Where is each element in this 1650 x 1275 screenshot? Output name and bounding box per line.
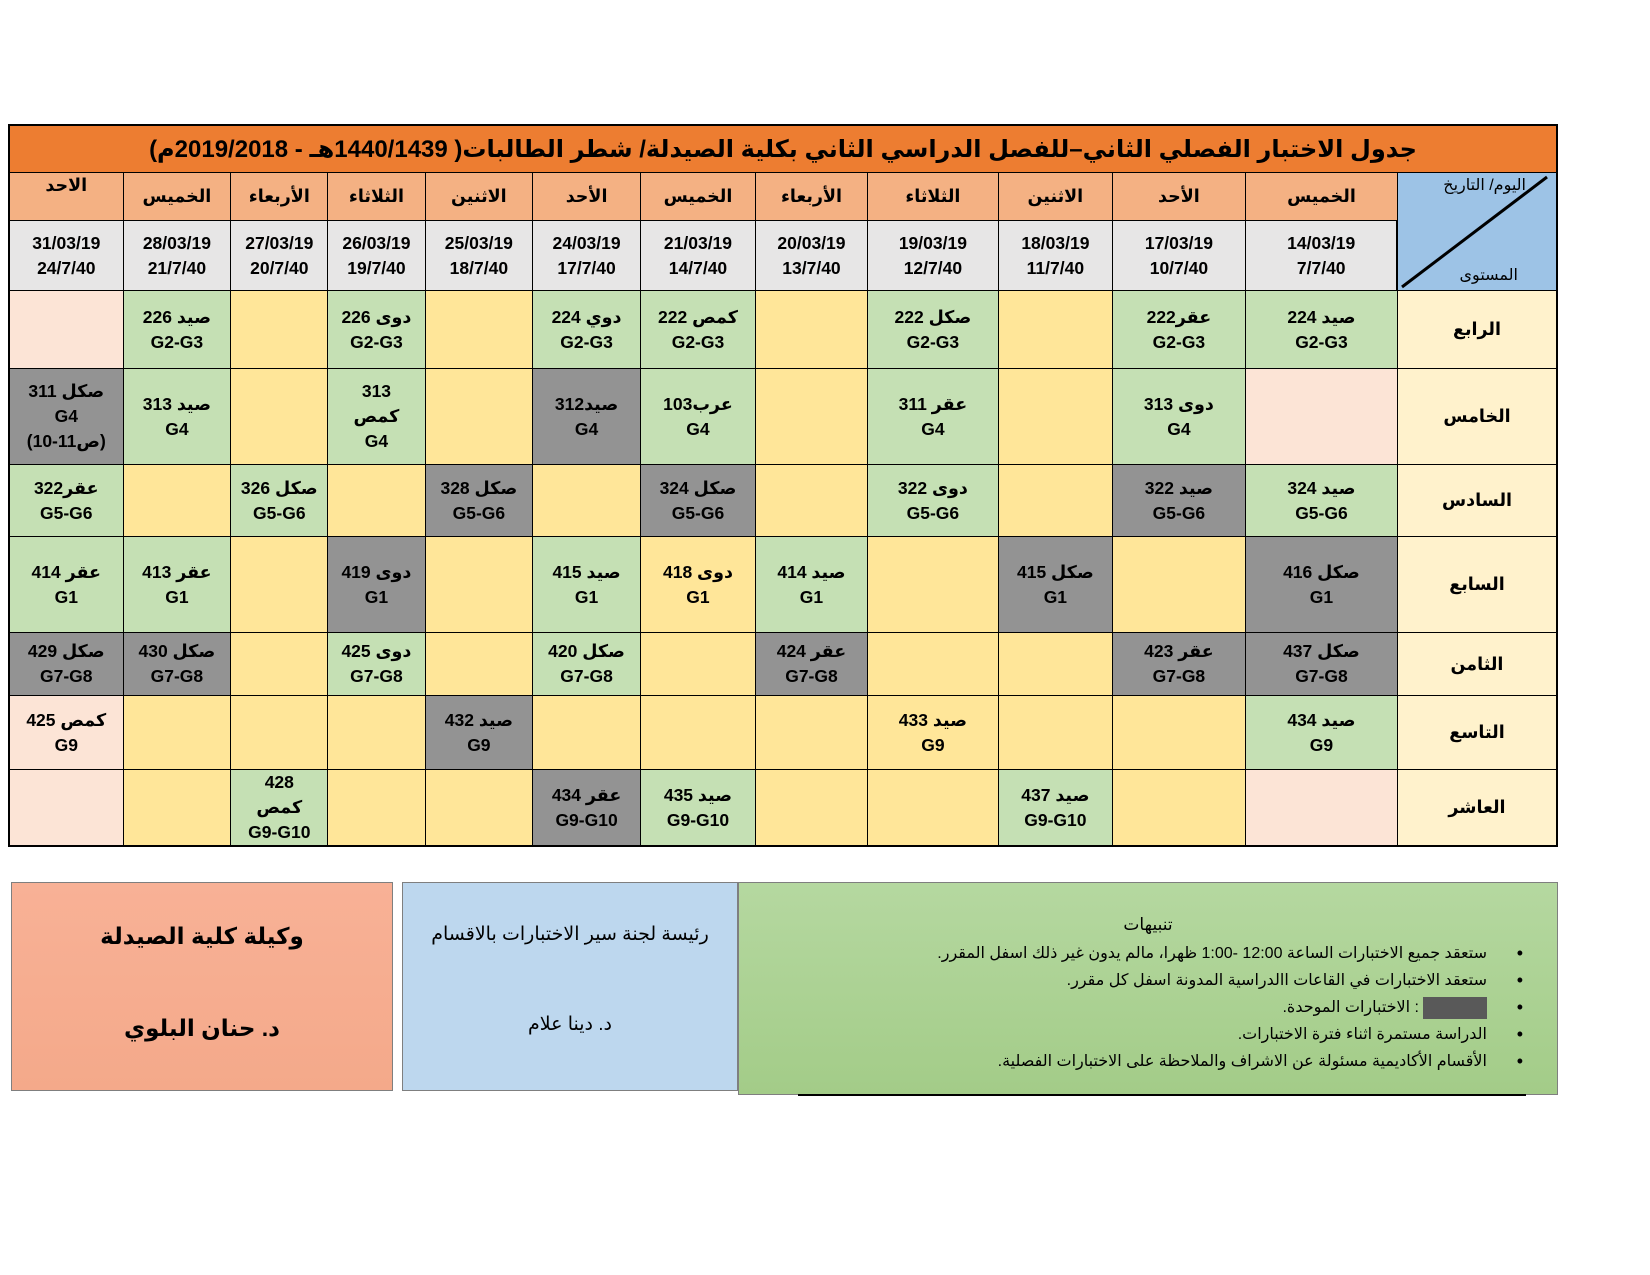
exam-course: 313 صيد (142, 393, 211, 414)
exam-group: G7-G8 (785, 666, 838, 686)
exam-course: 313 (361, 381, 392, 401)
exam-cell (533, 770, 641, 847)
hijri-date: 7/7/40 (1296, 257, 1346, 278)
exam-course: 322 دوى (897, 477, 968, 498)
empty-cell (756, 770, 868, 847)
exam-course: 222عقر (1146, 306, 1212, 327)
empty-cell (998, 369, 1112, 465)
exam-cell (867, 369, 998, 465)
exam-group: G9-G10 (248, 822, 311, 842)
exam-cell (533, 369, 641, 465)
exam-cell (756, 537, 868, 633)
exam-cell (328, 369, 425, 465)
exam-cell (1245, 696, 1397, 770)
empty-cell (867, 537, 998, 633)
gregorian-date: 25/03/19 (444, 232, 513, 253)
exam-course: 437 صيد (1021, 784, 1090, 805)
empty-cell (533, 696, 641, 770)
exam-group: G5-G6 (452, 502, 506, 523)
corner-day-label: اليوم/ التاريخ (1443, 177, 1526, 194)
level-label: السادس (1397, 465, 1557, 537)
exam-course: 434 عقر (551, 784, 622, 805)
committee-signature-box (402, 882, 738, 1091)
exam-group: G7-G8 (40, 666, 93, 686)
gregorian-date: 14/03/19 (1287, 232, 1356, 253)
note-item: الدراسة مستمرة اثناء فترة الاختبارات. • (937, 1021, 1487, 1048)
day-header: الأربعاء (756, 173, 868, 221)
exam-group: G1 (54, 586, 78, 607)
note-item: ستعقد الاختبارات في القاعات االدراسية المدونة اسفل كل مقرر. • (937, 967, 1487, 994)
exam-group: G2-G3 (350, 331, 403, 352)
day-header: الاثنين (998, 173, 1112, 221)
exam-course: 226 صيد (142, 306, 211, 327)
exam-course: كمص (256, 797, 303, 817)
exam-group: G1 (1043, 586, 1068, 607)
empty-cell (231, 291, 328, 369)
exam-group: G5-G6 (1295, 502, 1348, 523)
level-row (9, 633, 1557, 696)
exam-cell (328, 537, 425, 633)
exam-course: 419 دوى (341, 561, 412, 582)
exam-group: G4 (686, 418, 710, 439)
exam-course: 312صيد (554, 393, 619, 414)
exam-group: G2-G3 (1152, 331, 1206, 352)
date-header (640, 221, 755, 291)
level-label: الخامس (1397, 369, 1557, 465)
empty-cell (867, 633, 998, 696)
exam-course: 322 صيد (1144, 477, 1214, 498)
empty-cell (231, 369, 328, 465)
exam-group: G1 (364, 586, 389, 607)
date-header (328, 221, 425, 291)
exam-cell (1245, 291, 1397, 369)
empty-cell (231, 633, 328, 696)
exam-course: 311 عقر (898, 393, 968, 414)
empty-cell (425, 770, 533, 847)
exam-group: G2-G3 (150, 331, 204, 352)
committee-title: رئيسة لجنة سير الاختبارات بالاقسام (431, 924, 709, 945)
divider (798, 1094, 1526, 1096)
exam-group: G4 (921, 418, 945, 439)
exam-course: 311 صكل (28, 381, 105, 401)
date-header (998, 221, 1112, 291)
exam-course: 222 صكل (894, 306, 972, 327)
exam-course: 424 عقر (776, 641, 847, 661)
empty-cell (998, 633, 1112, 696)
exam-course: 328 صكل (440, 477, 518, 498)
notes-list (937, 940, 1487, 1075)
exam-course: صيد 433 (898, 709, 968, 730)
exam-cell (9, 537, 123, 633)
exam-group: G9-G10 (666, 809, 730, 830)
exam-cell (1245, 465, 1397, 537)
exam-cell (998, 770, 1112, 847)
unified-exam-swatch (1423, 997, 1487, 1019)
empty-cell (9, 291, 123, 369)
date-header (533, 221, 641, 291)
level-row (9, 770, 1557, 847)
exam-group: G9 (54, 734, 78, 755)
exam-cell (231, 465, 328, 537)
exam-cell (640, 770, 755, 847)
gregorian-date: 28/03/19 (142, 232, 211, 253)
exam-course: 425 كمص (26, 709, 107, 730)
level-row (9, 696, 1557, 770)
level-row (9, 291, 1557, 369)
exam-group: G2-G3 (671, 331, 725, 352)
exam-course: 415 صيد (552, 561, 621, 582)
date-header (1245, 221, 1397, 291)
exam-group: G7-G8 (150, 666, 204, 686)
schedule-table (8, 172, 1558, 847)
exam-cell (1245, 633, 1397, 696)
date-header (9, 221, 123, 291)
exam-course: 414 عقر (31, 561, 102, 582)
exam-course: 224 صيد (1287, 306, 1356, 327)
exam-group: G4 (165, 418, 189, 439)
notes-box (738, 882, 1558, 1095)
hijri-date: 13/7/40 (782, 257, 841, 278)
exam-course: 226 دوى (341, 306, 412, 327)
exam-course: 425 دوى (341, 641, 412, 661)
exam-group: G2-G3 (560, 331, 613, 352)
exam-cell (1112, 291, 1245, 369)
gregorian-date: 31/03/19 (32, 232, 101, 253)
hijri-date: 21/7/40 (147, 257, 207, 278)
empty-cell (533, 465, 641, 537)
exam-course: 103عرب (663, 393, 733, 414)
empty-cell (123, 696, 231, 770)
exam-course: 418 دوى (662, 561, 733, 582)
exam-cell (533, 537, 641, 633)
exam-group: G7-G8 (560, 666, 613, 686)
exam-course: 322عقر (33, 477, 99, 498)
day-header: الخميس (1245, 173, 1397, 221)
notes-title: تنبيهات (1123, 915, 1173, 934)
exam-cell (328, 633, 425, 696)
exam-group: G7-G8 (1295, 666, 1348, 686)
date-header (1112, 221, 1245, 291)
exam-cell (756, 633, 868, 696)
exam-cell (9, 369, 123, 465)
exam-group: G4 (574, 418, 599, 439)
exam-course: 324 صكل (659, 477, 737, 498)
empty-cell (756, 465, 868, 537)
exam-course: 429 صكل (27, 641, 105, 661)
gregorian-date: 18/03/19 (1021, 232, 1090, 253)
exam-course: 432 صيد (444, 709, 513, 730)
exam-group: G9 (467, 734, 491, 755)
level-label: التاسع (1397, 696, 1557, 770)
exam-cell (123, 369, 231, 465)
day-header: الثلاثاء (867, 173, 998, 221)
exam-cell (1112, 369, 1245, 465)
date-header (756, 221, 868, 291)
level-label: العاشر (1397, 770, 1557, 847)
exam-group: G9 (1309, 734, 1334, 755)
note-item: ستعقد جميع الاختبارات الساعة 12:00 -1:00 ظهرا، مالم يدون غير ذلك اسفل المقرر. • (937, 940, 1487, 967)
exam-cell (231, 770, 328, 847)
exam-cell (9, 696, 123, 770)
exam-course: 434 صيد (1287, 709, 1356, 730)
exam-group: G7-G8 (350, 666, 403, 686)
day-header: الاحد (9, 173, 123, 221)
exam-group: G1 (574, 586, 599, 607)
committee-name: د. دينا علام (527, 1014, 612, 1035)
hijri-date: 12/7/40 (903, 257, 963, 278)
empty-cell (328, 465, 425, 537)
empty-cell (425, 537, 533, 633)
empty-cell (1245, 369, 1397, 465)
day-header: الأربعاء (231, 173, 328, 221)
level-row (9, 537, 1557, 633)
date-header (425, 221, 533, 291)
exam-course: 430 صكل (138, 641, 216, 661)
gregorian-date: 20/03/19 (777, 232, 846, 253)
exam-course: 435 صيد (663, 784, 733, 805)
exam-cell (9, 633, 123, 696)
hijri-date: 18/7/40 (449, 257, 509, 278)
exam-group: G7-G8 (1152, 666, 1206, 686)
gregorian-date: 26/03/19 (342, 232, 411, 253)
exam-group: G2-G3 (906, 331, 960, 352)
dean-name: د. حنان البلوي (123, 1015, 280, 1041)
level-label: السابع (1397, 537, 1557, 633)
hijri-date: 17/7/40 (557, 257, 616, 278)
exam-course: 437 صكل (1283, 641, 1360, 661)
exam-cell (1245, 537, 1397, 633)
empty-cell (328, 770, 425, 847)
gregorian-date: 17/03/19 (1144, 232, 1213, 253)
exam-cell (640, 369, 755, 465)
exam-group: G1 (799, 586, 824, 607)
level-label: الرابع (1397, 291, 1557, 369)
empty-cell (756, 369, 868, 465)
hijri-date: 11/7/40 (1026, 257, 1085, 278)
exam-group: G1 (1309, 586, 1334, 607)
exam-group: G9-G10 (555, 809, 618, 830)
exam-cell (640, 291, 755, 369)
corner-level-label: المستوى (1459, 267, 1518, 284)
exam-course: كمص (353, 406, 400, 426)
exam-course: 415 صكل (1016, 561, 1094, 582)
exam-group: G2-G3 (1295, 331, 1348, 352)
hijri-date: 19/7/40 (347, 257, 406, 278)
exam-course: 414 صيد (777, 561, 846, 582)
date-header (123, 221, 231, 291)
exam-group: G9 (921, 734, 945, 755)
gregorian-date: 27/03/19 (245, 232, 314, 253)
day-header: الخميس (123, 173, 231, 221)
exam-group: G5-G6 (1152, 502, 1206, 523)
exam-group: G1 (165, 586, 189, 607)
exam-cell (867, 696, 998, 770)
exam-course: 224 دوي (551, 306, 622, 327)
exam-group: G4 (364, 431, 389, 451)
empty-cell (1112, 537, 1245, 633)
exam-course: 423 عقر (1144, 641, 1214, 661)
gregorian-date: 19/03/19 (898, 232, 967, 253)
exam-group: G5-G6 (906, 502, 960, 523)
exam-group: G9-G10 (1024, 809, 1087, 830)
empty-cell (123, 465, 231, 537)
exam-course: 324 صيد (1287, 477, 1356, 498)
exam-course: 416 صكل (1283, 561, 1360, 582)
exam-cell (123, 537, 231, 633)
exam-course: 326 صكل (240, 477, 318, 498)
gregorian-date: 21/03/19 (663, 232, 733, 253)
exam-course: 413 عقر (142, 561, 212, 582)
exam-cell (9, 465, 123, 537)
empty-cell (231, 537, 328, 633)
exam-cell (998, 537, 1112, 633)
level-row (9, 465, 1557, 537)
empty-cell (640, 633, 755, 696)
exam-cell (328, 291, 425, 369)
exam-cell (425, 696, 533, 770)
exam-cell (867, 465, 998, 537)
exam-cell (533, 633, 641, 696)
empty-cell (231, 696, 328, 770)
exam-group: G5-G6 (40, 502, 93, 523)
empty-cell (425, 291, 533, 369)
empty-cell (1112, 770, 1245, 847)
exam-cell (425, 465, 533, 537)
empty-cell (425, 369, 533, 465)
empty-cell (998, 465, 1112, 537)
empty-cell (9, 770, 123, 847)
day-header: الاثنين (425, 173, 533, 221)
exam-course: 222 كمص (658, 306, 738, 327)
exam-cell (640, 537, 755, 633)
exam-group: G5-G6 (671, 502, 725, 523)
exam-cell (533, 291, 641, 369)
note-item: : الاختبارات الموحدة. • (937, 994, 1487, 1021)
empty-cell (640, 696, 755, 770)
empty-cell (998, 291, 1112, 369)
empty-cell (123, 770, 231, 847)
exam-group: G4 (1167, 418, 1191, 439)
empty-cell (1112, 696, 1245, 770)
day-header: الخميس (640, 173, 755, 221)
level-label: الثامن (1397, 633, 1557, 696)
empty-cell (756, 696, 868, 770)
exam-course: 420 صكل (548, 641, 625, 661)
dean-title: وكيلة كلية الصيدلة (100, 923, 304, 949)
exam-course: 313 دوى (1143, 393, 1214, 414)
hijri-date: 20/7/40 (250, 257, 309, 278)
exam-cell (867, 291, 998, 369)
empty-cell (1245, 770, 1397, 847)
empty-cell (998, 696, 1112, 770)
hijri-date: 24/7/40 (37, 257, 96, 278)
exam-schedule (8, 124, 1558, 847)
gregorian-date: 24/03/19 (552, 232, 621, 253)
day-header: الثلاثاء (328, 173, 425, 221)
exam-cell (123, 633, 231, 696)
day-header: الأحد (533, 173, 641, 221)
day-header: الأحد (1112, 173, 1245, 221)
hijri-date: 10/7/40 (1149, 257, 1209, 278)
empty-cell (328, 696, 425, 770)
schedule-title: جدول الاختبار الفصلي الثاني–للفصل الدراسي الثاني بكلية الصيدلة/ شطر الطالبات( 1440/1439هـ - 2019/2018م) (8, 124, 1558, 172)
hijri-date: 14/7/40 (668, 257, 728, 278)
empty-cell (756, 291, 868, 369)
exam-course: 428 (264, 772, 294, 792)
dean-signature-box (11, 882, 393, 1091)
empty-cell (425, 633, 533, 696)
empty-cell (867, 770, 998, 847)
exam-group: G5-G6 (253, 502, 306, 523)
exam-cell (123, 291, 231, 369)
exam-course: G4 (54, 406, 78, 426)
exam-cell (1112, 465, 1245, 537)
exam-course: (10-11ص) (26, 431, 106, 451)
note-item: الأقسام الأكاديمية مسئولة عن الاشراف والملاحظة على الاختبارات الفصلية. • (937, 1048, 1487, 1075)
corner-header (1397, 173, 1557, 291)
date-header (867, 221, 998, 291)
exam-cell (1112, 633, 1245, 696)
date-header (231, 221, 328, 291)
exam-cell (640, 465, 755, 537)
level-row (9, 369, 1557, 465)
exam-group: G1 (686, 586, 710, 607)
